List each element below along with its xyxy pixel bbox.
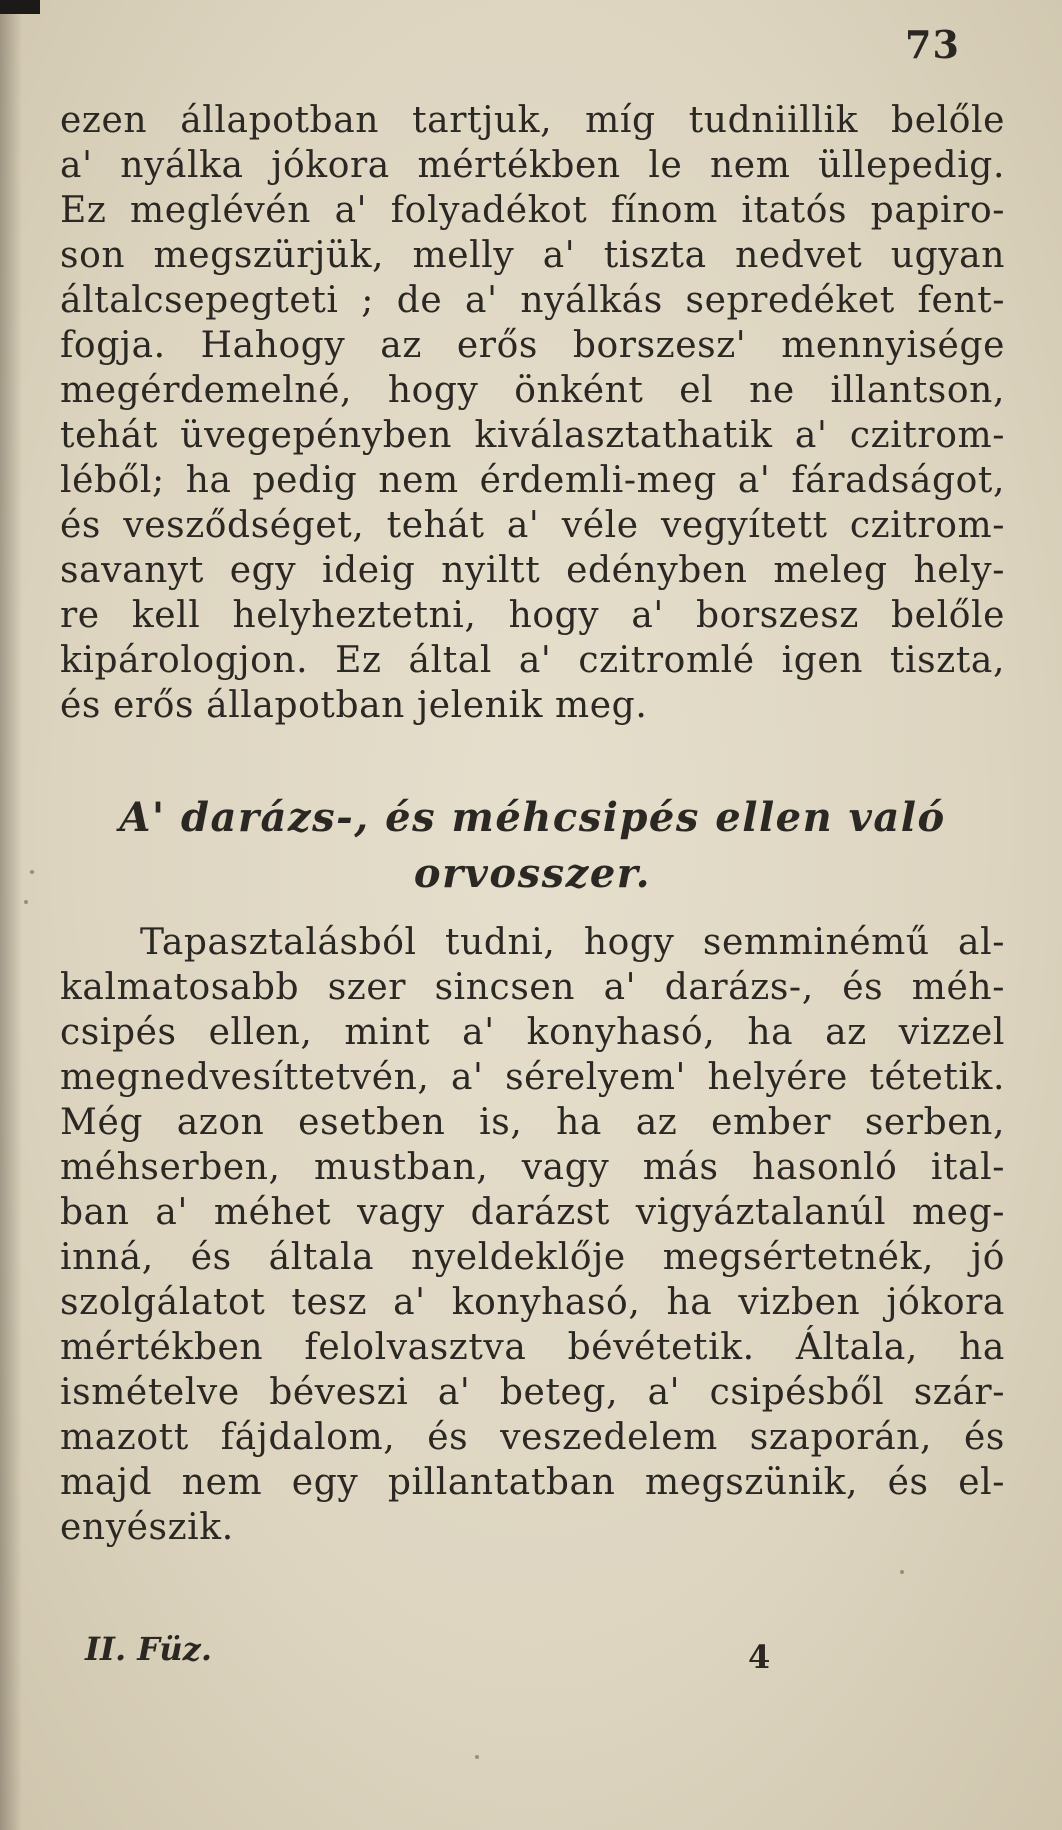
text-line: csipés ellen, mint a' konyhasó, ha az vizzel	[60, 1012, 1005, 1053]
text-line: a' nyálka jókora mértékben le nem üllepedig.	[60, 145, 1005, 186]
signature-mark: II. Füz.	[85, 1630, 212, 1668]
text-line: enyészik.	[60, 1507, 234, 1548]
text-line: savanyt egy ideig nyiltt edényben meleg hely-	[60, 550, 1005, 591]
text-line: általcsepegteti ; de a' nyálkás sepredéket fent-	[60, 280, 1005, 321]
text-line: re kell helyheztetni, hogy a' borszesz belőle	[60, 595, 1005, 636]
text-line: Tapasztalásból tudni, hogy semminémű al-	[140, 922, 1005, 963]
heading-line-1: A' darázs-, és méhcsipés ellen való	[119, 794, 946, 841]
scan-edge	[0, 0, 40, 14]
paragraph-1	[60, 98, 1005, 728]
sheet-number: 4	[748, 1638, 771, 1676]
text-line: megérdemelné, hogy önként el ne illantson,	[60, 370, 1005, 411]
text-line: méhserben, mustban, vagy más hasonló ital-	[60, 1147, 1005, 1188]
text-line: kipárologjon. Ez által a' czitromlé igen tiszta,	[60, 640, 1005, 681]
text-line: és erős állapotban jelenik meg.	[60, 685, 648, 726]
text-line: majd nem egy pillantatban megszünik, és el-	[60, 1462, 1005, 1503]
text-line: mazott fájdalom, és veszedelem szaporán, és	[60, 1417, 1005, 1458]
text-line: inná, és általa nyeldeklője megsértetnék, jó	[60, 1237, 1005, 1278]
spine-shadow	[0, 0, 22, 1830]
text-line: szolgálatot tesz a' konyhasó, ha vizben jókora	[60, 1282, 1005, 1323]
text-line: son megszürjük, melly a' tiszta nedvet ugyan	[60, 235, 1005, 276]
text-line: ismételve béveszi a' beteg, a' csipésből szár-	[60, 1372, 1005, 1413]
text-line: kalmatosabb szer sincsen a' darázs-, és méh-	[60, 967, 1005, 1008]
section-heading	[60, 790, 1005, 902]
paper-speck	[475, 1755, 479, 1759]
text-line: léből; ha pedig nem érdemli-meg a' fáradságot,	[60, 460, 1005, 501]
text-line: fogja. Hahogy az erős borszesz' mennyisége	[60, 325, 1005, 366]
text-line: ezen állapotban tartjuk, míg tudniillik belőle	[60, 100, 1005, 141]
text-line: mértékben felolvasztva bévétetik. Általa, ha	[60, 1327, 1005, 1368]
paper-speck	[900, 1570, 904, 1574]
paper-speck	[24, 900, 28, 904]
text-line: megnedvesíttetvén, a' sérelyem' helyére tétetik.	[60, 1057, 1005, 1098]
text-line: Ez meglévén a' folyadékot fínom itatós papiro-	[60, 190, 1005, 231]
paragraph-2	[60, 920, 1005, 1550]
text-line: Még azon esetben is, ha az ember serben,	[60, 1102, 1005, 1143]
heading-line-2: orvosszer.	[413, 850, 652, 897]
page-number: 73	[905, 22, 960, 67]
text-line: és vesződséget, tehát a' véle vegyített czitrom-	[60, 505, 1005, 546]
text-line: ban a' méhet vagy darázst vigyáztalanúl meg-	[60, 1192, 1005, 1233]
paper-speck	[30, 870, 34, 874]
text-line: tehát üvegepényben kiválasztathatik a' czitrom-	[60, 415, 1005, 456]
